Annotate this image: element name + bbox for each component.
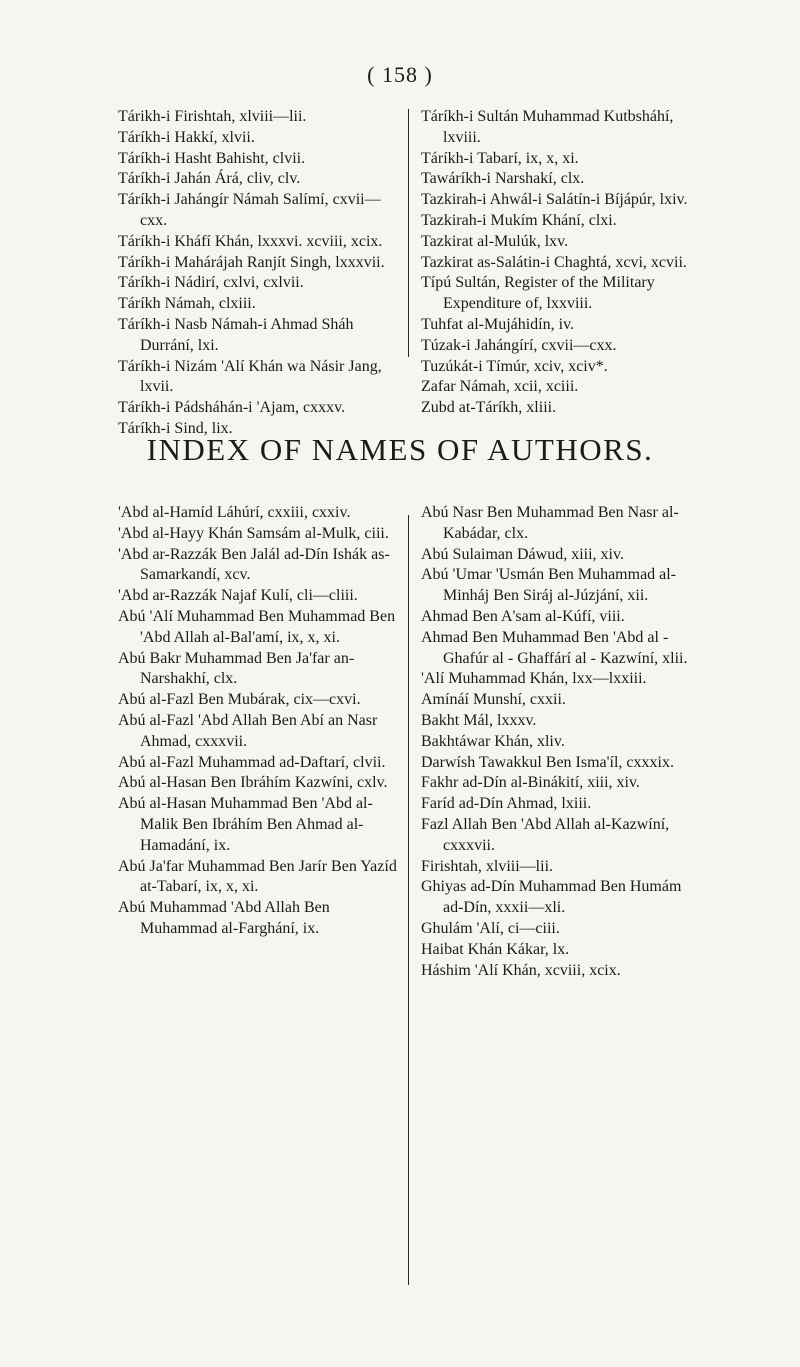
index-entry: Abú al-Fazl Ben Mubárak, cix—cxvi. — [118, 691, 361, 709]
index-entry: Abú Nasr Ben Muhammad Ben Nasr al-Kabádar, clx. — [421, 504, 679, 542]
authors-right-column — [409, 503, 701, 1303]
index-entry: Zubd at-Táríkh, xliii. — [421, 399, 557, 417]
index-entry: Zafar Námah, xcii, xciii. — [421, 378, 579, 396]
index-entry: Fakhr ad-Dín al-Binákití, xiii, xiv. — [421, 774, 640, 792]
index-entry: Abú Ja'far Muhammad Ben Jarír Ben Yazíd at-Tabarí, ix, x, xi. — [118, 857, 397, 896]
index-entry: Táríkh-i Tabarí, ix, x, xi. — [421, 149, 579, 167]
index-entry: Táríkh-i Jahán Árá, cliv, clv. — [118, 170, 301, 188]
index-entry: Tazkirah-i Mukím Khání, clxi. — [421, 211, 617, 229]
index-entry: Tuzúkát-i Tímúr, xciv, xciv*. — [421, 357, 608, 375]
works-right-column — [409, 107, 701, 417]
index-entry: 'Abd ar-Razzák Najaf Kulí, cli—cliii. — [118, 587, 358, 605]
index-entry: Abú al-Fazl Muhammad ad-Daftarí, clvii. — [118, 753, 386, 771]
index-entry: Háshim 'Alí Khán, xcviii, xcix. — [421, 961, 621, 979]
index-entry: Táríkh-i Sind, lix. — [118, 419, 233, 437]
index-entry: Túzak-i Jahángírí, cxvii—cxx. — [421, 336, 617, 354]
authors-index-heading: INDEX OF NAMES OF AUTHORS. — [146, 432, 654, 467]
index-entry: Táríkh-i Nasb Námah-i Ahmad Sháh Durrání, lxi. — [118, 315, 354, 354]
index-entry: Tazkirat as-Salátin-i Chaghtá, xcvi, xcvii. — [421, 253, 687, 271]
index-entry: Abú 'Alí Muhammad Ben Muhammad Ben 'Abd Allah al-Bal'amí, ix, x, xi. — [118, 607, 396, 646]
index-entry: Abú 'Umar 'Usmán Ben Muhammad al-Minháj Ben Siráj al-Júzjání, xii. — [421, 566, 677, 605]
index-entry: Ahmad Ben Muhammad Ben 'Abd al - Ghafúr al - Ghaffárí al - Kazwíní, xlii. — [421, 628, 688, 667]
authors-index — [118, 503, 710, 1303]
index-entry: Darwísh Tawakkul Ben Isma'íl, cxxxix. — [421, 753, 674, 771]
index-entry: Abú Muhammad 'Abd Allah Ben Muhammad al-Farghání, ix. — [118, 899, 330, 937]
index-entry: Ahmad Ben A'sam al-Kúfí, viii. — [421, 607, 625, 625]
index-entry: Abú Bakr Muhammad Ben Ja'far an-Narshakhí, clx. — [118, 649, 355, 688]
index-entry: Ghiyas ad-Dín Muhammad Ben Humám ad-Dín, xxxii—xli. — [421, 878, 682, 917]
index-entry: 'Abd ar-Razzák Ben Jalál ad-Dín Ishák as-Samarkandí, xcv. — [118, 545, 390, 584]
authors-left-column — [118, 503, 408, 1303]
index-entry: Tazkirah-i Ahwál-i Salátín-i Bíjápúr, lxiv. — [421, 191, 688, 209]
index-entry: Tazkirat al-Mulúk, lxv. — [421, 232, 569, 250]
index-entry: Ghulám 'Alí, ci—ciii. — [421, 919, 560, 937]
index-entry: 'Alí Muhammad Khán, lxx—lxxiii. — [421, 670, 647, 688]
index-entry: Táríkh-i Mahárájah Ranjít Singh, lxxxvii. — [118, 253, 385, 271]
index-entry: Táríkh-i Kháfí Khán, lxxxvi. xcviii, xcix. — [118, 232, 383, 250]
index-entry: Abú Sulaiman Dáwud, xiii, xiv. — [421, 545, 624, 563]
index-entry: Táríkh-i Jahángír Námah Salímí, cxvii—cxx. — [118, 191, 381, 229]
index-entry: 'Abd al-Hamíd Láhúrí, cxxiii, cxxiv. — [118, 504, 351, 521]
index-entry: Táríkh-i Pádsháhán-i 'Ajam, cxxxv. — [118, 399, 346, 417]
index-entry: Faríd ad-Dín Ahmad, lxiii. — [421, 795, 592, 813]
index-entry: Táríkh-i Hakkí, xlvii. — [118, 128, 255, 146]
index-entry: Tuhfat al-Mujáhidín, iv. — [421, 315, 575, 333]
index-entry: Bakhtáwar Khán, xliv. — [421, 732, 565, 750]
works-index-continued — [118, 107, 710, 437]
index-entry: Táríkh-i Nizám 'Alí Khán wa Násir Jang, lxvii. — [118, 357, 382, 396]
index-entry: Táríkh-i Sultán Muhammad Kutbsháhí, lxviii. — [421, 108, 674, 146]
index-entry: 'Abd al-Hayy Khán Samsám al-Mulk, ciii. — [118, 524, 389, 542]
index-entry: Haibat Khán Kákar, lx. — [421, 940, 570, 958]
index-entry: Táríkh-i Nádirí, cxlvi, cxlvii. — [118, 274, 304, 292]
index-entry: Abú al-Hasan Ben Ibráhím Kazwíni, cxlv. — [118, 774, 388, 792]
index-entry: Abú al-Hasan Muhammad Ben 'Abd al-Malik Ben Ibráhím Ben Ahmad al-Hamadání, ix. — [118, 795, 373, 854]
index-entry: Tawáríkh-i Narshakí, clx. — [421, 170, 585, 188]
works-left-column — [118, 107, 408, 437]
index-entry: Firishtah, xlviii—lii. — [421, 857, 554, 875]
index-entry: Abú al-Fazl 'Abd Allah Ben Abí an Nasr Ahmad, cxxxvii. — [118, 711, 378, 750]
index-entry: Bakht Mál, lxxxv. — [421, 711, 537, 729]
index-entry: Fazl Allah Ben 'Abd Allah al-Kazwíní, cxxxvii. — [421, 815, 670, 854]
index-entry: Táríkh-i Hasht Bahisht, clvii. — [118, 149, 306, 167]
index-entry: Tárikh-i Firishtah, xlviii—lii. — [118, 108, 307, 125]
index-entry: Típú Sultán, Register of the Military Expenditure of, lxxviii. — [421, 274, 655, 313]
index-entry: Táríkh Námah, clxiii. — [118, 295, 256, 313]
index-entry: Amínáí Munshí, cxxii. — [421, 691, 566, 709]
page-number: ( 158 ) — [367, 62, 433, 87]
